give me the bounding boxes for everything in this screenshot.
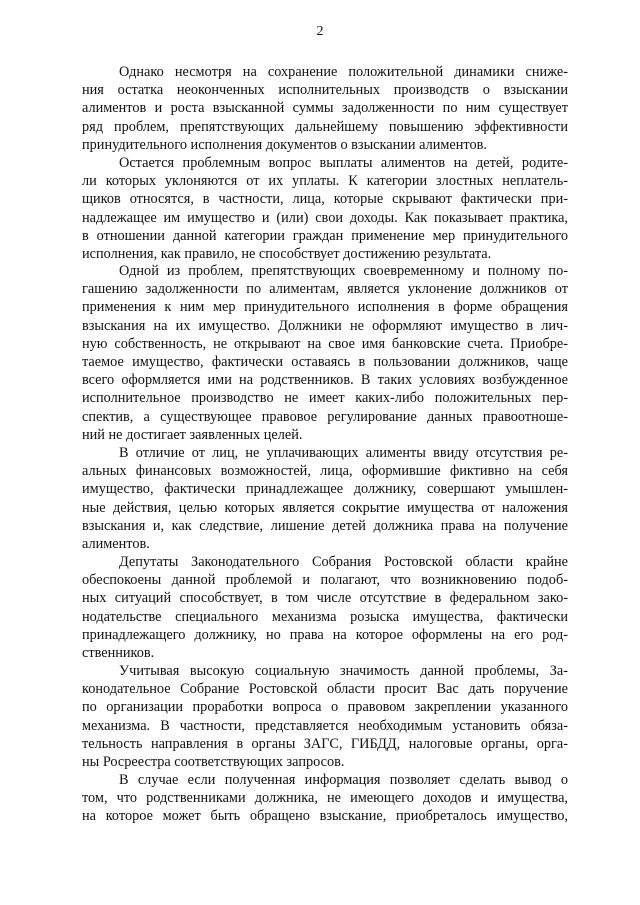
paragraph-4 bbox=[82, 444, 568, 553]
text-line: применения к ним мер принудительного исполнения в форме обращения bbox=[82, 299, 568, 316]
text-line: Остается проблемным вопрос выплаты алиментов на детей, родите- bbox=[119, 155, 568, 171]
paragraph-3 bbox=[82, 262, 568, 444]
text-line: исполнения, как правило, не способствует достижению результата. bbox=[82, 245, 492, 262]
paragraph-2 bbox=[82, 154, 568, 263]
text-line: В случае если полученная информация позволяет сделать вывод о bbox=[119, 772, 568, 788]
text-line: ли которых уклоняются от их уплаты. К категории злостных неплатель- bbox=[82, 173, 568, 190]
text-line: ряд проблем, препятствующих дальнейшему повышению эффективности bbox=[82, 118, 568, 135]
text-line: ных ситуаций способствует, в том числе отсутствие в федеральном зако- bbox=[82, 590, 568, 607]
text-line: Депутаты Законодательного Собрания Ростовской области крайне bbox=[119, 554, 568, 570]
text-line: всего оформляется ими на родственников. В таких условиях возбужденное bbox=[82, 372, 568, 389]
text-line: В отличие от лиц, не уплачивающих алименты ввиду отсутствия ре- bbox=[119, 445, 568, 461]
text-line: ны Росреестра соответствующих запросов. bbox=[82, 753, 345, 770]
text-line: имущество, фактически принадлежащее должнику, совершают умышлен- bbox=[82, 481, 568, 498]
text-line: спектив, а существующее правовое регулирование данных правоотноше- bbox=[82, 408, 568, 425]
text-line: алиментов и роста взысканной суммы задолженности по ним существует bbox=[82, 100, 568, 117]
paragraph-1 bbox=[82, 63, 568, 154]
text-line: механизма. В частности, представляется необходимым установить обяза- bbox=[82, 717, 568, 734]
text-line: надлежащее им имущество и (или) свои доходы. Как показывает практика, bbox=[82, 209, 568, 226]
text-line: по организации проработки вопроса о правовом закреплении указанного bbox=[82, 699, 568, 716]
paragraph-6 bbox=[82, 662, 568, 771]
text-line: таемое имущество, фактически оставаясь в пользовании должников, чаще bbox=[82, 353, 568, 370]
paragraph-7 bbox=[82, 771, 568, 826]
text-line: принадлежащего должнику, но права на которое оформлены на его род- bbox=[82, 626, 568, 643]
text-line: конодательное Собрание Ростовской области просит Вас дать поручение bbox=[82, 681, 568, 698]
paragraph-5 bbox=[82, 553, 568, 662]
text-line: нодательстве специального механизма розыска имущества, фактически bbox=[82, 608, 568, 625]
text-line: алиментов. bbox=[82, 535, 150, 552]
text-line: Однако несмотря на сохранение положительной динамики сниже- bbox=[119, 64, 568, 80]
text-line: исполнительное производство не имеет каких-либо положительных пер- bbox=[82, 390, 568, 407]
text-line: ные действия, целью которых является сокрытие имущества от наложения bbox=[82, 499, 568, 516]
text-line: в отношении данной категории граждан применение мер принудительного bbox=[82, 227, 568, 244]
text-line: тельность направления в органы ЗАГС, ГИБДД, налоговые органы, орга- bbox=[82, 735, 568, 752]
text-line: гашению задолженности по алиментам, является уклонение должников от bbox=[82, 281, 568, 298]
text-line: принудительного исполнения документов о взыскании алиментов. bbox=[82, 136, 487, 153]
text-line: том, что родственниками должника, не имеющего доходов и имущества, bbox=[82, 790, 568, 807]
text-line: ную собственность, не открывают на свое имя банковские счета. Приобре- bbox=[82, 335, 568, 352]
text-line: щиков относятся, в частности, лица, которые скрывают фактически при- bbox=[82, 191, 568, 208]
text-line: ния остатка неоконченных исполнительных производств о взыскании bbox=[82, 82, 568, 99]
text-line: взыскания и, как следствие, лишение детей должника права на получение bbox=[82, 517, 568, 534]
text-line: Одной из проблем, препятствующих своевременному и полному по- bbox=[119, 263, 568, 279]
page-number: 2 bbox=[316, 24, 324, 39]
text-line: взыскания на их имущество. Должники не оформляют имущество в лич- bbox=[82, 317, 568, 334]
text-line: ний не достигает заявленных целей. bbox=[82, 426, 303, 443]
text-line: альных финансовых возможностей, лица, оформившие фиктивно на себя bbox=[82, 463, 568, 480]
text-line: Учитывая высокую социальную значимость данной проблемы, За- bbox=[119, 663, 568, 679]
text-line: обеспокоены данной проблемой и полагают, что возникновению подоб- bbox=[82, 572, 568, 589]
text-line: на которое может быть обращено взыскание, приобреталось имущество, bbox=[82, 808, 568, 825]
text-line: ственников. bbox=[82, 644, 155, 661]
